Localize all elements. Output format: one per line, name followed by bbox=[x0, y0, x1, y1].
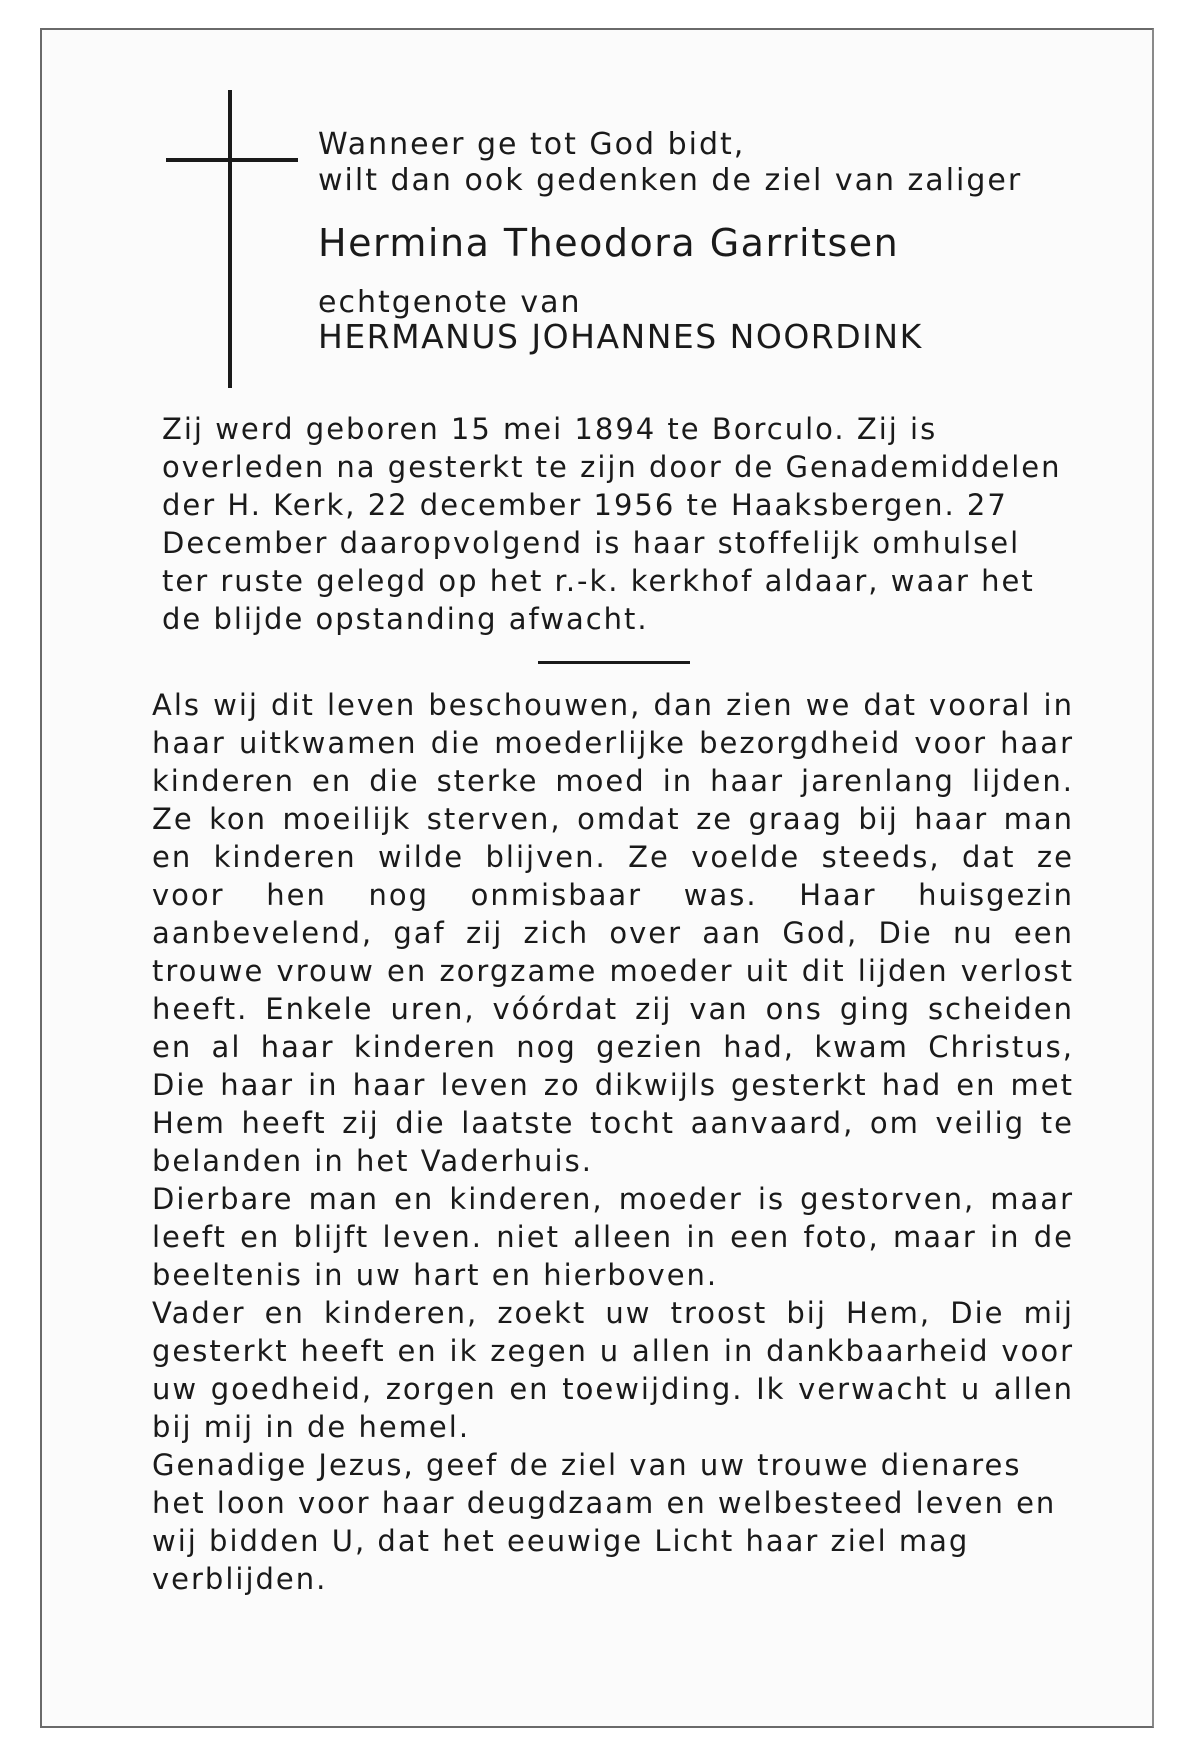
reflection-paragraph-3: Vader en kinderen, zoekt uw troost bij Hem, Die mij gesterkt heeft en ik zegen u allen in dankbaarheid voor uw goedheid, zorgen en toewijding. Ik verwacht u allen bij mij in de hemel. bbox=[152, 1296, 1074, 1444]
spouse-name: HERMANUS JOHANNES NOORDINK bbox=[318, 317, 923, 356]
reflection-paragraph-4: Genadige Jezus, geef de ziel van uw trouwe dienares het loon voor haar deugdzaam en welbesteed leven en wij bidden U, dat het eeuwige Licht haar ziel mag verblijden. bbox=[152, 1448, 1057, 1596]
biography-paragraph bbox=[162, 410, 1072, 638]
intro-line-1: Wanneer ge tot God bidt, bbox=[318, 127, 746, 162]
reflection-paragraph-2: Dierbare man en kinderen, moeder is gestorven, maar leeft en blijft leven. niet alleen in een foto, maar in de beeltenis in uw hart en hierboven. bbox=[152, 1182, 1074, 1292]
reflection-section bbox=[152, 686, 1074, 1598]
section-divider bbox=[538, 661, 690, 664]
deceased-name: Hermina Theodora Garritsen bbox=[318, 221, 900, 265]
biography-text: Zij werd geboren 15 mei 1894 te Borculo. Zij is overleden na gesterkt te zijn door de Genademiddelen der H. Kerk, 22 december 1956 te Haaksbergen. 27 December daaropvolgend is haar stoffelijk omhulsel ter ruste gelegd op het r.-k. kerkhof aldaar, waar het de blijde opstanding afwacht. bbox=[162, 412, 1062, 636]
cross-icon-crossbar bbox=[166, 158, 298, 162]
cross-icon bbox=[228, 90, 232, 388]
intro-line-2: wilt dan ook gedenken de ziel van zaliger bbox=[318, 163, 1023, 198]
spouse-label: echtgenote van bbox=[318, 285, 582, 320]
reflection-paragraph-1: Als wij dit leven beschouwen, dan zien we dat vooral in haar uitkwamen die moederlijke bezorgdheid voor haar kinderen en die sterke moed in haar jarenlang lijden. Ze kon moeilijk sterven, omdat ze graag bij haar man en kinderen wilde blijven. Ze voelde steeds, dat ze voor hen nog onmisbaar was. Haar huisgezin aanbevelend, gaf zij zich over aan God, Die nu een trouwe vrouw en zorgzame moeder uit dit lijden verlost heeft. Enkele uren, vóórdat zij van ons ging scheiden en al haar kinderen nog gezien had, kwam Christus, Die haar in haar leven zo dikwijls gesterkt had en met Hem heeft zij die laatste tocht aanvaard, om veilig te belanden in het Vaderhuis. bbox=[152, 688, 1074, 1178]
